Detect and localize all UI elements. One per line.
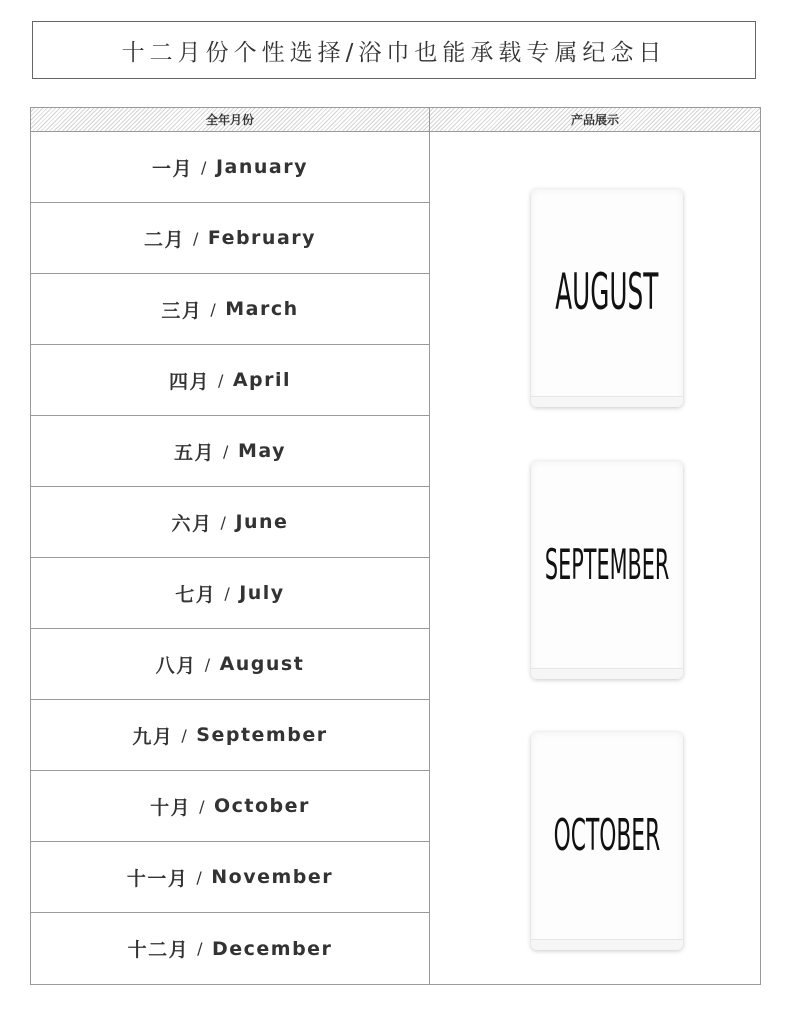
month-en: October xyxy=(213,795,310,817)
month-separator: / xyxy=(217,370,225,390)
page-title: 十二月份个性选择/浴巾也能承载专属纪念日 xyxy=(32,21,756,79)
month-row xyxy=(31,132,429,203)
month-zh: 九月 xyxy=(132,725,174,748)
month-separator: / xyxy=(223,441,230,461)
month-separator: / xyxy=(204,654,212,674)
month-row xyxy=(31,913,429,984)
month-row xyxy=(31,771,429,842)
month-separator: / xyxy=(181,725,189,745)
month-zh: 十一月 xyxy=(126,867,189,890)
towel-product-august xyxy=(531,189,683,407)
month-list xyxy=(31,132,429,984)
month-en: May xyxy=(237,440,286,462)
month-separator: / xyxy=(196,867,204,887)
month-en: August xyxy=(219,653,305,675)
month-row xyxy=(31,416,429,487)
month-row xyxy=(31,487,429,558)
towel-label: AUGUST xyxy=(555,263,659,321)
month-row xyxy=(31,842,429,913)
month-row xyxy=(31,345,429,416)
month-zh: 十月 xyxy=(150,796,192,819)
month-zh: 五月 xyxy=(174,441,216,464)
header-products: 产品展示 xyxy=(570,113,619,127)
month-separator: / xyxy=(199,796,206,816)
month-en: June xyxy=(235,511,289,533)
month-row xyxy=(31,203,429,274)
month-separator: / xyxy=(220,512,228,532)
month-zh: 七月 xyxy=(175,583,217,606)
month-row xyxy=(31,274,429,345)
month-separator: / xyxy=(197,939,204,958)
month-separator: / xyxy=(224,583,232,603)
month-separator: / xyxy=(192,228,200,248)
month-en: February xyxy=(207,227,317,249)
towel-label: SEPTEMBER xyxy=(544,539,670,589)
month-separator: / xyxy=(201,157,208,177)
month-zh: 三月 xyxy=(161,299,203,322)
month-zh: 十二月 xyxy=(127,939,190,961)
month-zh: 六月 xyxy=(171,512,213,535)
towel-label: OCTOBER xyxy=(553,809,661,861)
towel-product-september xyxy=(531,461,683,679)
month-en: September xyxy=(196,724,328,746)
header-months: 全年月份 xyxy=(205,113,254,127)
month-en: December xyxy=(211,937,333,960)
month-zh: 二月 xyxy=(143,228,185,251)
month-en: April xyxy=(232,369,292,391)
month-row xyxy=(31,629,429,700)
month-en: November xyxy=(211,866,334,888)
month-row xyxy=(31,700,429,771)
month-table xyxy=(30,107,761,985)
month-row xyxy=(31,558,429,629)
month-separator: / xyxy=(210,299,218,319)
month-zh: 一月 xyxy=(152,157,194,180)
month-en: January xyxy=(215,156,308,178)
column-divider xyxy=(429,108,430,984)
month-en: March xyxy=(225,298,299,320)
month-en: July xyxy=(239,582,285,604)
month-zh: 八月 xyxy=(155,654,197,677)
towel-product-october xyxy=(531,732,683,950)
month-zh: 四月 xyxy=(168,370,210,393)
table-header xyxy=(31,108,760,132)
